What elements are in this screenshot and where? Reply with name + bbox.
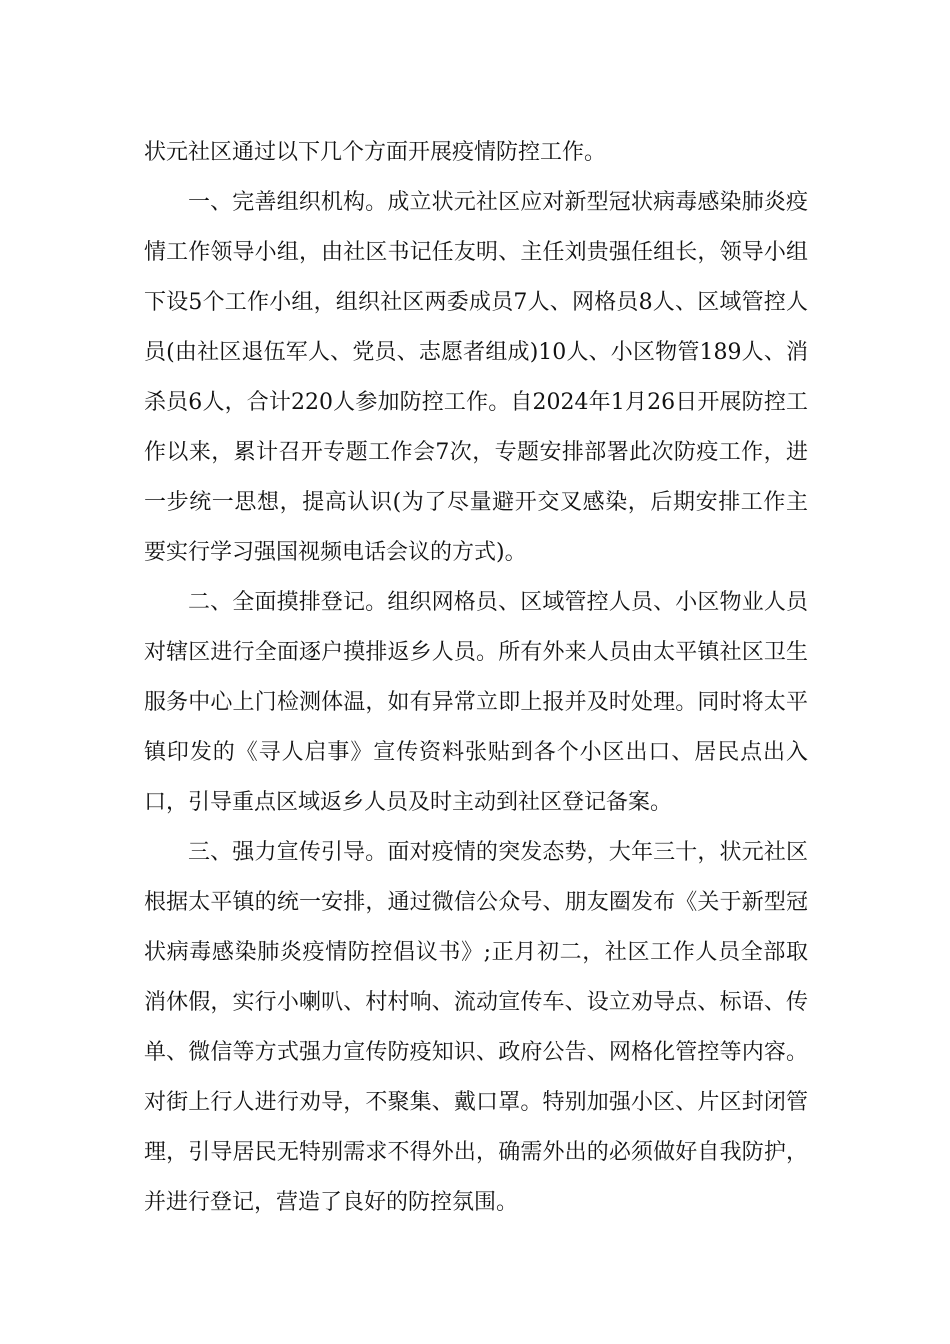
intro-paragraph: 状元社区通过以下几个方面开展疫情防控工作。: [144, 140, 607, 165]
section-organization-paragraph: 一、完善组织机构。成立状元社区应对新型冠状病毒感染肺炎疫情工作领导小组，由社区书记任友明、主任刘贵强任组长，领导小组下设5个工作小组，组织社区两委成员7人、网格员8人、区域管控人员(由社区退伍军人、党员、志愿者组成)10人、小区物管189人、消杀员6人，合计220人参加防控工作。自2024年1月26日开展防控工作以来，累计召开专题工作会7次，专题安排部署此次防疫工作，进一步统一思想，提高认识(为了尽量避开交叉感染，后期安排工作主要实行学习强国视频电话会议的方式)。: [144, 190, 808, 565]
document-body: [144, 128, 808, 1228]
section-publicity-paragraph: 三、强力宣传引导。面对疫情的突发态势，大年三十，状元社区根据太平镇的统一安排，通过微信公众号、朋友圈发布《关于新型冠状病毒感染肺炎疫情防控倡议书》;正月初二，社区工作人员全部取消休假，实行小喇叭、村村响、流动宣传车、设立劝导点、标语、传单、微信等方式强力宣传防疫知识、政府公告、网格化管控等内容。对街上行人进行劝导，不聚集、戴口罩。特别加强小区、片区封闭管理，引导居民无特别需求不得外出，确需外出的必须做好自我防护，并进行登记，营造了良好的防控氛围。: [144, 840, 808, 1215]
section-registration-paragraph: 二、全面摸排登记。组织网格员、区域管控人员、小区物业人员对辖区进行全面逐户摸排返乡人员。所有外来人员由太平镇社区卫生服务中心上门检测体温，如有异常立即上报并及时处理。同时将太平镇印发的《寻人启事》宣传资料张贴到各个小区出口、居民点出入口，引导重点区域返乡人员及时主动到社区登记备案。: [144, 590, 808, 815]
